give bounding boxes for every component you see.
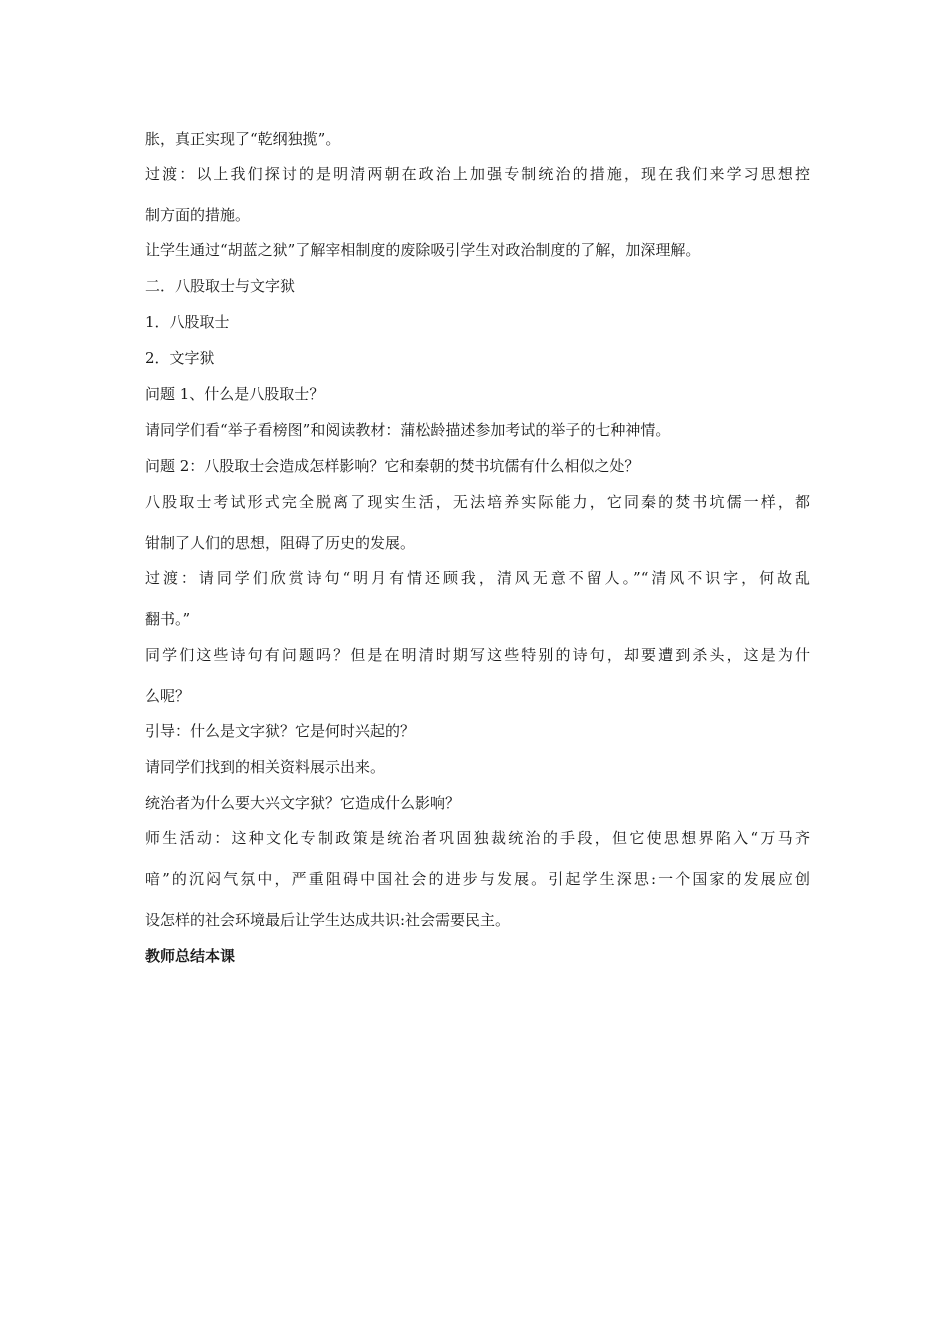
paragraph-line: 八股取士考试形式完全脱离了现实生活，无法培养实际能力，它同秦的焚书坑儒一样，都	[145, 493, 810, 511]
paragraph-line: 让学生通过“胡蓝之狱”了解宰相制度的废除吸引学生对政治制度的了解，加深理解。	[145, 241, 701, 259]
paragraph-line: 么呢？	[145, 687, 191, 705]
paragraph-line: 过渡：以上我们探讨的是明清两朝在政治上加强专制统治的措施，现在我们来学习思想控	[145, 165, 810, 183]
paragraph-line: 请同学们看“举子看榜图”和阅读教材：蒲松龄描述参加考试的举子的七种神情。	[145, 421, 671, 439]
subsection-heading: 1．八股取士	[145, 313, 230, 331]
paragraph-line: 师生活动：这种文化专制政策是统治者巩固独裁统治的手段，但它使思想界陷入“万马齐	[145, 829, 810, 847]
paragraph-line: 请同学们找到的相关资料展示出来。	[145, 758, 386, 776]
question-line: 问题 2：八股取士会造成怎样影响？它和秦朝的焚书坑儒有什么相似之处？	[145, 457, 640, 475]
summary-heading: 教师总结本课	[145, 947, 236, 965]
paragraph-line: 胀，真正实现了“乾纲独揽”。	[145, 130, 341, 148]
subsection-heading: 2．文字狱	[145, 349, 215, 367]
question-line: 统治者为什么要大兴文字狱？它造成什么影响？	[145, 794, 461, 812]
question-line: 问题 1、什么是八股取士？	[145, 385, 325, 403]
paragraph-line: 同学们这些诗句有问题吗？但是在明清时期写这些特别的诗句，却要遭到杀头，这是为什	[145, 646, 810, 664]
paragraph-line: 钳制了人们的思想，阻碍了历史的发展。	[145, 534, 416, 552]
paragraph-line: 翻书。”	[145, 610, 191, 628]
paragraph-line: 喑”的沉闷气氛中，严重阻碍中国社会的进步与发展。引起学生深思:一个国家的发展应创	[145, 870, 810, 888]
section-heading: 二．八股取士与文字狱	[145, 277, 296, 295]
paragraph-line: 过渡：请同学们欣赏诗句“明月有情还顾我，清风无意不留人。”“清风不识字，何故乱	[145, 569, 810, 587]
paragraph-line: 制方面的措施。	[145, 206, 251, 224]
paragraph-line: 引导：什么是文字狱？它是何时兴起的？	[145, 722, 416, 740]
paragraph-line: 设怎样的社会环境最后让学生达成共识:社会需要民主。	[145, 911, 511, 929]
